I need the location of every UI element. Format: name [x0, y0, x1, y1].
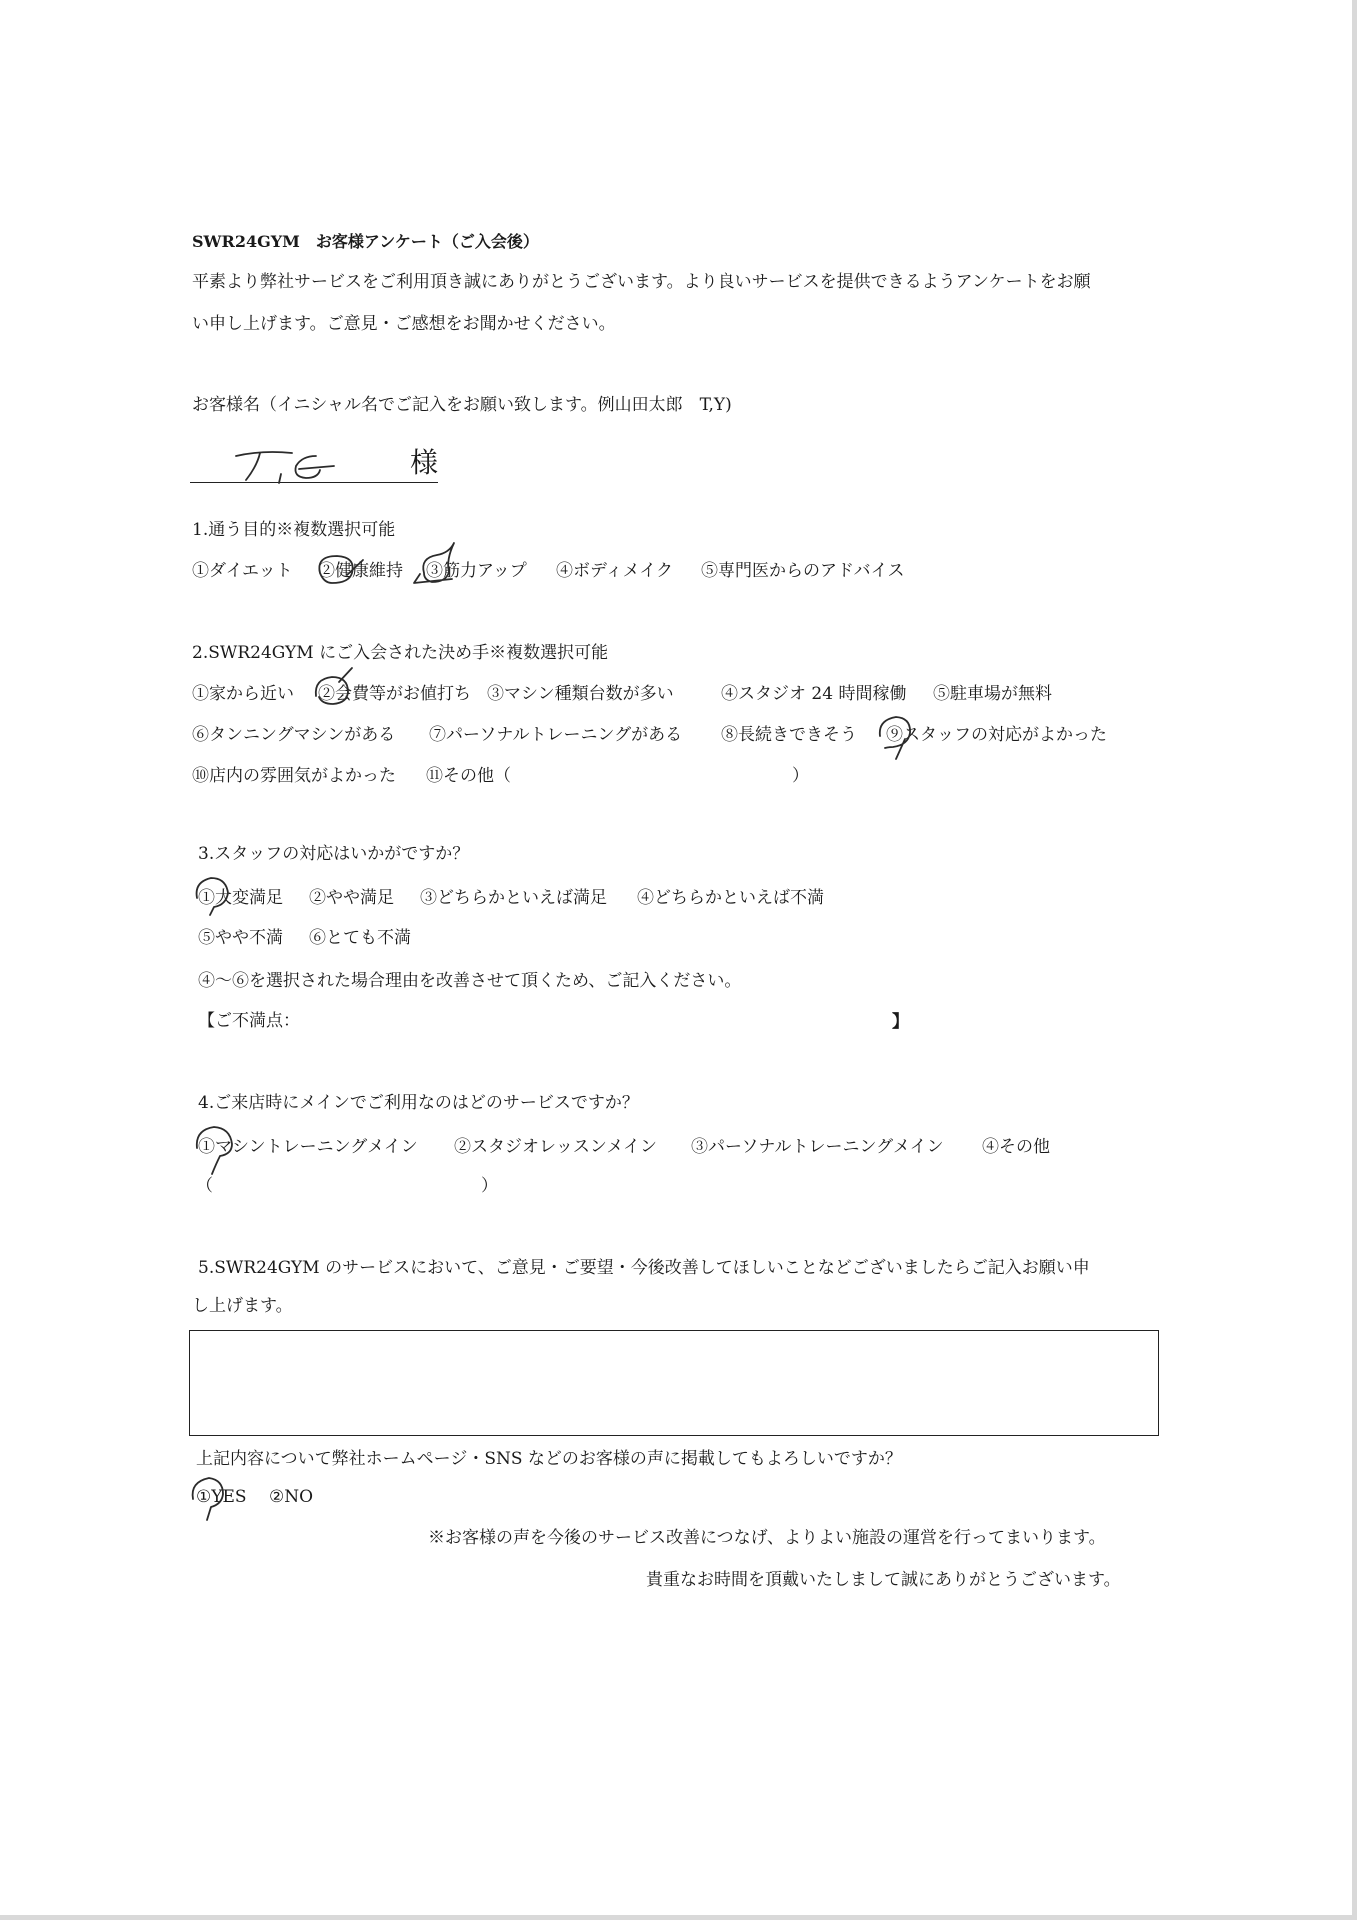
q2-option-9[interactable]: ⑨スタッフの対応がよかった [886, 725, 1107, 745]
q3-option-6[interactable]: ⑥とても不満 [309, 928, 411, 948]
q3-option-3[interactable]: ③どちらかといえば満足 [420, 888, 607, 908]
q4-option-2[interactable]: ②スタジオレッスンメイン [454, 1137, 657, 1157]
q3-option-5[interactable]: ⑤やや不満 [198, 928, 283, 948]
q2-option-5[interactable]: ⑤駐車場が無料 [933, 684, 1052, 704]
q2-option-8[interactable]: ⑧長続きできそう [721, 725, 857, 745]
q3-note: ④〜⑥を選択された場合理由を改善させて頂くため、ご記入ください。 [198, 971, 742, 991]
customer-name-label: お客様名（イニシャル名でご記入をお願い致します。例山田太郎 T,Y) [192, 395, 732, 415]
q1-option-3[interactable]: ③筋力アップ [426, 561, 527, 581]
handwritten-initials [236, 452, 334, 483]
customer-name-line [190, 482, 438, 483]
footer-line-2: 貴重なお時間を頂戴いたしまして誠にありがとうございます。 [646, 1570, 1121, 1590]
publish-option-no[interactable]: ②NO [269, 1487, 314, 1507]
q2-option-10[interactable]: ⑩店内の雰囲気がよかった [192, 766, 396, 786]
publish-question: 上記内容について弊社ホームページ・SNS などのお客様の声に掲載してもよろしいですか？ [196, 1449, 902, 1469]
q4-option-1[interactable]: ①マシントレーニングメイン [198, 1137, 418, 1157]
q3-complaint-label: 【ご不満点： [198, 1011, 300, 1031]
q4-other-close: ） [481, 1176, 498, 1196]
q5-title-line-1: 5.SWR24GYM のサービスにおいて、ご意見・ご要望・今後改善してほしいことなどございましたらご記入お願い申 [198, 1258, 1090, 1278]
q1-option-4[interactable]: ④ボディメイク [556, 561, 673, 581]
q2-option-3[interactable]: ③マシン種類台数が多い [487, 684, 674, 704]
scan-edge-bottom [0, 1915, 1357, 1920]
q1-option-1[interactable]: ①ダイエット [192, 561, 293, 581]
customer-honorific: 様 [410, 446, 439, 479]
q2-option-11[interactable]: ⑪その他（ [426, 766, 511, 786]
q3-option-4[interactable]: ④どちらかといえば不満 [637, 888, 824, 908]
q2-option-7[interactable]: ⑦パーソナルトレーニングがある [429, 725, 683, 745]
q3-complaint-close: 】 [892, 1012, 909, 1032]
publish-option-yes[interactable]: ①YES [196, 1487, 247, 1507]
q2-other-close: ） [792, 766, 809, 786]
q1-option-2[interactable]: ②健康維持 [318, 561, 403, 581]
q5-title-line-2: し上げます。 [192, 1296, 293, 1316]
q3-title: 3.スタッフの対応はいかがですか？ [198, 844, 470, 864]
q4-title: 4.ご来店時にメインでご利用なのはどのサービスですか？ [198, 1093, 639, 1113]
q4-option-4[interactable]: ④その他 [982, 1137, 1050, 1157]
q4-option-3[interactable]: ③パーソナルトレーニングメイン [691, 1137, 944, 1157]
q5-answer-box[interactable] [189, 1330, 1159, 1436]
q2-title: 2.SWR24GYM にご入会された決め手※複数選択可能 [192, 643, 609, 663]
intro-line-1: 平素より弊社サービスをご利用頂き誠にありがとうございます。より良いサービスを提供できるようアンケートをお願 [192, 272, 1091, 292]
q1-option-5[interactable]: ⑤専門医からのアドバイス [701, 561, 905, 581]
scan-edge-right [1352, 0, 1357, 1920]
q2-option-6[interactable]: ⑥タンニングマシンがある [192, 725, 396, 745]
q1-title: 1.通う目的※複数選択可能 [192, 520, 396, 540]
survey-title: SWR24GYM お客様アンケート（ご入会後） [192, 232, 539, 251]
q4-other-open: （ [196, 1176, 213, 1196]
q3-option-2[interactable]: ②やや満足 [309, 888, 394, 908]
footer-line-1: ※お客様の声を今後のサービス改善につなげ、よりよい施設の運営を行ってまいります。 [428, 1528, 1106, 1548]
q2-option-2[interactable]: ②会費等がお値打ち [318, 684, 471, 704]
intro-line-2: い申し上げます。ご意見・ご感想をお聞かせください。 [192, 314, 616, 334]
q2-option-1[interactable]: ①家から近い [192, 684, 294, 704]
q2-option-4[interactable]: ④スタジオ 24 時間稼働 [721, 684, 907, 704]
q3-option-1[interactable]: ①大変満足 [198, 888, 283, 908]
